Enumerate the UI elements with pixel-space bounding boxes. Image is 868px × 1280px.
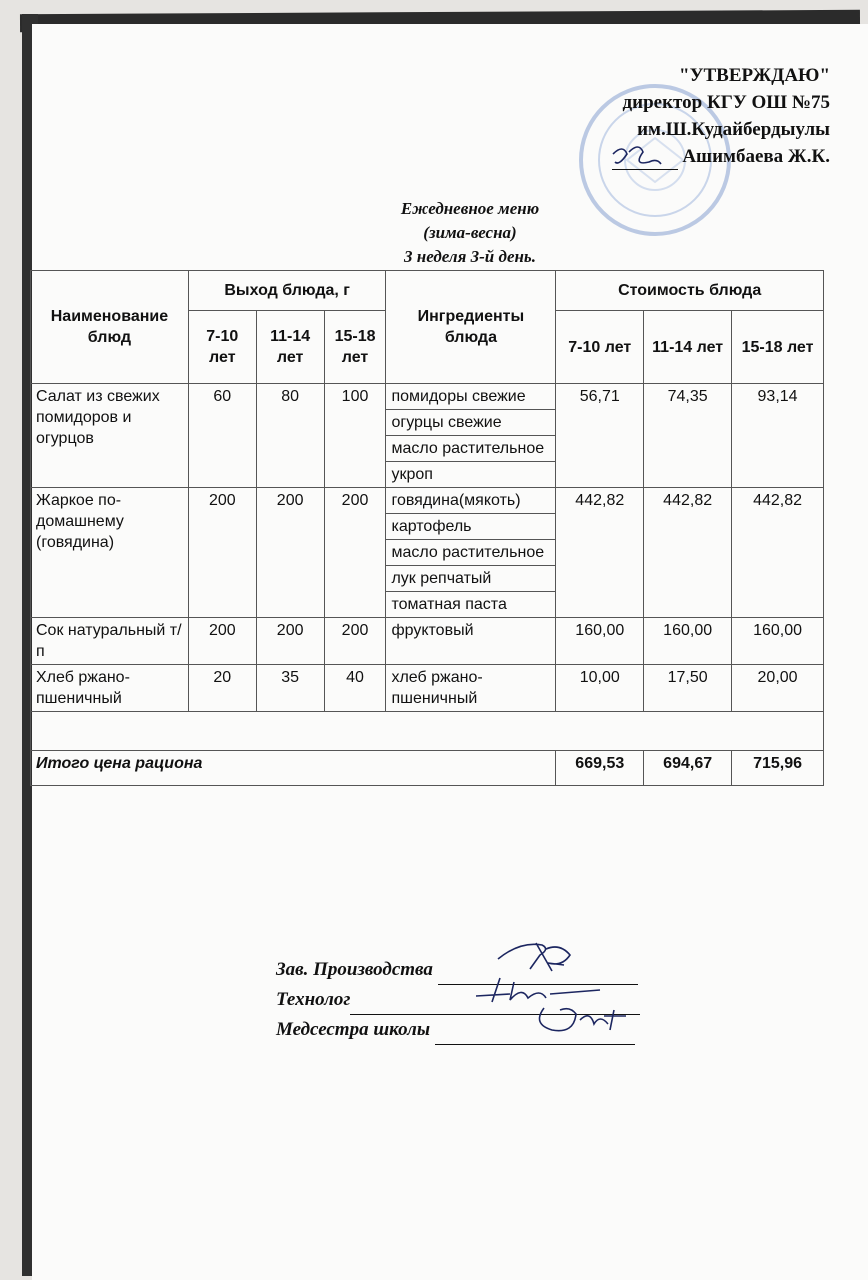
ingredient-cell: огурцы свежие [386,410,556,436]
table-header-row [31,271,824,311]
heading-week-day: 3 неделя 3-й день. [404,247,536,266]
table-row [31,665,824,712]
ingredient-cell: помидоры свежие [386,384,556,410]
total-cost: 694,67 [644,751,732,786]
weight-cell: 20 [188,665,256,712]
cost-cell: 442,82 [556,488,644,618]
empty-row [31,712,824,751]
ingredient-cell: томатная паста [386,592,556,618]
header-cost-age-1: 7-10 лет [556,311,644,384]
approval-director-name: Ашимбаева Ж.К. [560,143,830,170]
menu-table [30,270,824,786]
weight-cell: 200 [256,488,324,618]
header-dish-name: Наименование блюд [31,271,189,384]
ingredient-cell: масло растительное [386,540,556,566]
approval-school-name: им.Ш.Кудайбердыулы [637,119,830,140]
director-signature [605,140,665,180]
signature-technologist: Технолог [276,985,640,1015]
ingredient-cell: хлеб ржано-пшеничный [386,665,556,712]
approval-position: директор КГУ ОШ №75 [622,92,830,113]
table-row [31,618,824,665]
signature-nurse: Медсестра школы [276,1015,640,1045]
header-ingredients: Ингредиенты блюда [386,271,556,384]
ingredient-cell: масло растительное [386,436,556,462]
cost-cell: 160,00 [644,618,732,665]
cost-cell: 442,82 [732,488,824,618]
weight-cell: 80 [256,384,324,488]
weight-cell: 200 [324,618,386,665]
cost-cell: 56,71 [556,384,644,488]
weight-cell: 40 [324,665,386,712]
dish-name: Жаркое по-домашнему (говядина) [31,488,189,618]
ingredient-cell: лук репчатый [386,566,556,592]
dish-name: Сок натуральный т/п [31,618,189,665]
header-output-age-3: 15-18 лет [324,311,386,384]
cost-cell: 160,00 [732,618,824,665]
header-cost: Стоимость блюда [556,271,824,311]
signature-production: Зав. Производства [276,955,640,985]
cost-cell: 442,82 [644,488,732,618]
ingredient-cell: фруктовый [386,618,556,665]
header-cost-age-3: 15-18 лет [732,311,824,384]
ingredient-cell: говядина(мякоть) [386,488,556,514]
total-cost: 669,53 [556,751,644,786]
weight-cell: 200 [188,488,256,618]
weight-cell: 200 [324,488,386,618]
header-output-age-2: 11-14 лет [256,311,324,384]
total-label: Итого цена рациона [31,751,556,786]
approval-title: "УТВЕРЖДАЮ" [679,65,830,86]
weight-cell: 200 [256,618,324,665]
cost-cell: 20,00 [732,665,824,712]
weight-cell: 35 [256,665,324,712]
dish-name: Хлеб ржано-пшеничный [31,665,189,712]
header-output-age-1: 7-10 лет [188,311,256,384]
cost-cell: 93,14 [732,384,824,488]
menu-heading [340,197,600,269]
cost-cell: 17,50 [644,665,732,712]
total-row [31,751,824,786]
table-row [31,488,824,514]
approval-block [560,62,830,170]
ingredient-cell: укроп [386,462,556,488]
cost-cell: 74,35 [644,384,732,488]
cost-cell: 160,00 [556,618,644,665]
cost-cell: 10,00 [556,665,644,712]
heading-season: (зима-весна) [423,223,517,242]
header-output: Выход блюда, г [188,271,386,311]
total-cost: 715,96 [732,751,824,786]
nurse-signature [530,1000,640,1040]
weight-cell: 200 [188,618,256,665]
header-cost-age-2: 11-14 лет [644,311,732,384]
weight-cell: 60 [188,384,256,488]
dish-name: Салат из свежих помидоров и огурцов [31,384,189,488]
table-row [31,384,824,410]
weight-cell: 100 [324,384,386,488]
heading-title: Ежедневное меню [400,199,540,218]
ingredient-cell: картофель [386,514,556,540]
